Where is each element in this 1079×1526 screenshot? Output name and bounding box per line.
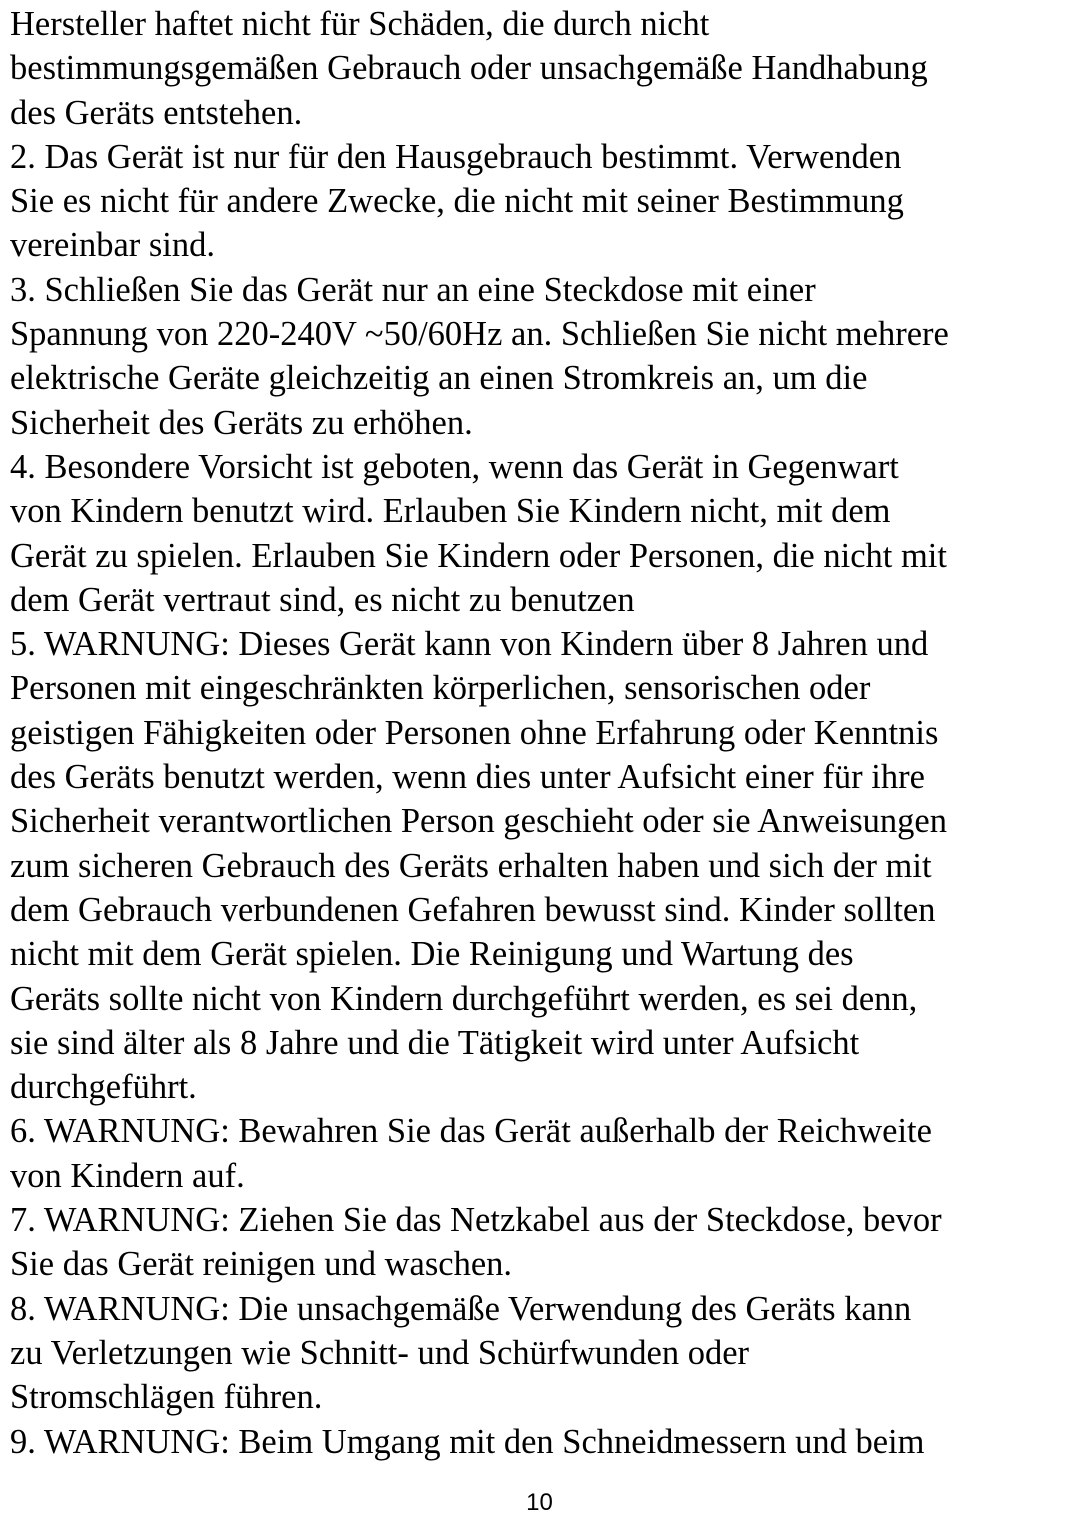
- text-line: elektrische Geräte gleichzeitig an einen Stromkreis an, um die: [10, 359, 868, 398]
- text-line: vereinbar sind.: [10, 226, 216, 265]
- text-line: des Geräts benutzt werden, wenn dies unter Aufsicht einer für ihre: [10, 758, 925, 797]
- text-line: Spannung von 220-240V ~50/60Hz an. Schließen Sie nicht mehrere: [10, 315, 949, 354]
- text-line: Personen mit eingeschränkten körperlichen, sensorischen oder: [10, 669, 871, 708]
- text-line: von Kindern benutzt wird. Erlauben Sie Kindern nicht, mit dem: [10, 492, 891, 531]
- text-line: bestimmungsgemäßen Gebrauch oder unsachgemäße Handhabung: [10, 49, 928, 88]
- text-line: 6. WARNUNG: Bewahren Sie das Gerät außerhalb der Reichweite: [10, 1112, 932, 1151]
- page-number: 10: [526, 1489, 553, 1516]
- text-line: sie sind älter als 8 Jahre und die Tätigkeit wird unter Aufsicht: [10, 1023, 860, 1062]
- text-line: dem Gebrauch verbundenen Gefahren bewusst sind. Kinder sollten: [10, 890, 936, 929]
- text-line: Sie das Gerät reinigen und waschen.: [10, 1245, 513, 1284]
- text-line: 3. Schließen Sie das Gerät nur an eine Steckdose mit einer: [10, 270, 816, 309]
- text-line: Sicherheit des Geräts zu erhöhen.: [10, 403, 473, 442]
- text-line: Geräts sollte nicht von Kindern durchgeführt werden, es sei denn,: [10, 979, 918, 1018]
- text-line: zum sicheren Gebrauch des Geräts erhalten haben und sich der mit: [10, 846, 932, 885]
- text-line: des Geräts entstehen.: [10, 93, 303, 132]
- text-line: Hersteller haftet nicht für Schäden, die durch nicht: [10, 5, 710, 43]
- text-line: 2. Das Gerät ist nur für den Hausgebrauch bestimmt. Verwenden: [10, 137, 902, 176]
- document-body: [10, 2, 1076, 1464]
- text-line: dem Gerät vertraut sind, es nicht zu benutzen: [10, 580, 635, 619]
- text-line: Gerät zu spielen. Erlauben Sie Kindern oder Personen, die nicht mit: [10, 536, 947, 575]
- text-line: von Kindern auf.: [10, 1156, 245, 1195]
- text-line: 5. WARNUNG: Dieses Gerät kann von Kindern über 8 Jahren und: [10, 625, 929, 664]
- text-line: geistigen Fähigkeiten oder Personen ohne Erfahrung oder Kenntnis: [10, 713, 939, 752]
- text-line: 7. WARNUNG: Ziehen Sie das Netzkabel aus der Steckdose, bevor: [10, 1201, 942, 1240]
- text-line: Sicherheit verantwortlichen Person geschieht oder sie Anweisungen: [10, 802, 947, 841]
- text-line: Sie es nicht für andere Zwecke, die nicht mit seiner Bestimmung: [10, 182, 904, 221]
- text-line: zu Verletzungen wie Schnitt- und Schürfwunden oder: [10, 1333, 750, 1372]
- text-line: nicht mit dem Gerät spielen. Die Reinigung und Wartung des: [10, 935, 854, 974]
- text-line: 4. Besondere Vorsicht ist geboten, wenn das Gerät in Gegenwart: [10, 447, 899, 486]
- text-line: 8. WARNUNG: Die unsachgemäße Verwendung des Geräts kann: [10, 1289, 912, 1328]
- text-line: Stromschlägen führen.: [10, 1378, 323, 1417]
- text-line: durchgeführt.: [10, 1068, 197, 1107]
- text-line: 9. WARNUNG: Beim Umgang mit den Schneidmessern und beim: [10, 1422, 925, 1461]
